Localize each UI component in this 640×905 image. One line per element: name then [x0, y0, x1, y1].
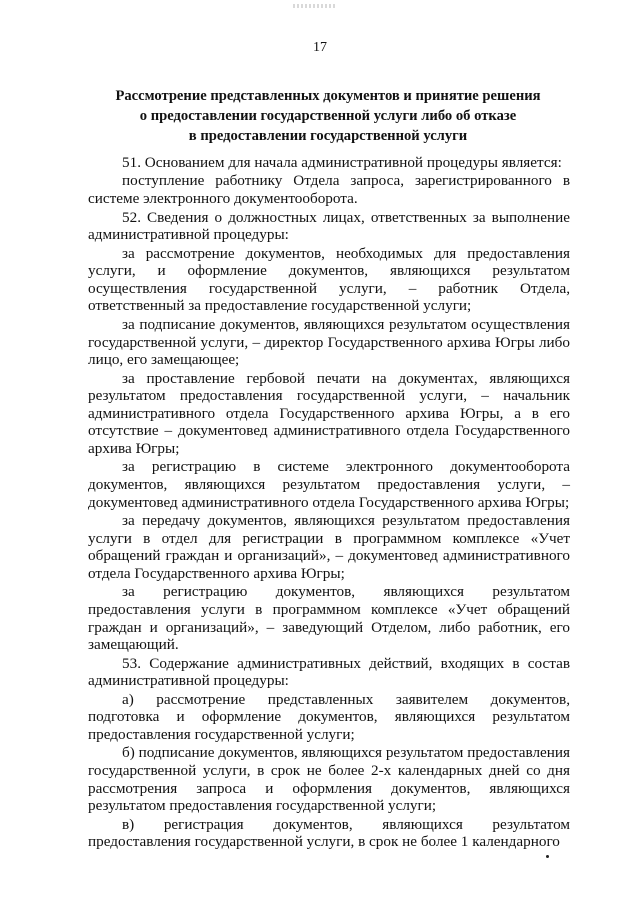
paragraph: 52. Сведения о должностных лицах, ответственных за выполнение административной процедуры:	[88, 208, 570, 244]
scan-dot	[546, 855, 549, 858]
paragraph: за проставление гербовой печати на документах, являющихся результатом предоставления государственной услуги, – начальник административного отдела Государственного архива Югры, а в его отсутствие – документовед административного отдела Государственного архива Югры;	[88, 369, 570, 457]
paragraph: в) регистрация документов, являющихся результатом предоставления государственной услуги, в срок не более 1 календарного	[88, 815, 570, 851]
document-body	[88, 154, 570, 851]
paragraph: а) рассмотрение представленных заявителем документов, подготовка и оформление документов, являющихся результатом предоставления государственной услуги;	[88, 690, 570, 743]
paragraph: б) подписание документов, являющихся результатом предоставления государственной услуги, в срок не более 2-х календарных дней со дня рассмотрения запроса и оформления документов, являющихся результатом предоставления государственной услуги;	[88, 744, 570, 815]
paragraph: 51. Основанием для начала административной процедуры является:	[122, 154, 562, 171]
paragraph: за регистрацию документов, являющихся результатом предоставления услуги в программном комплексе «Учет обращений граждан и организаций», – заведующий Отделом, либо работник, его замещающий.	[88, 583, 570, 654]
title-line: Рассмотрение представленных документов и принятие решения	[115, 88, 541, 104]
paragraph: за передачу документов, являющихся результатом предоставления услуги в отдел для регистрации в программном комплексе «Учет обращений граждан и организаций», – документовед административного отдела Государственного архива Югры;	[88, 512, 570, 582]
paragraph: поступление работнику Отдела запроса, зарегистрированного в системе электронного документооборота.	[88, 172, 570, 208]
title-line: о предоставлении государственной услуги либо об отказе	[139, 108, 517, 124]
paragraph: за регистрацию в системе электронного документооборота документов, являющихся результатом предоставления услуги, – документовед административного отдела Государственного архива Югры;	[88, 458, 570, 511]
scan-artifact	[293, 4, 335, 8]
page-number: 17	[313, 40, 327, 55]
section-title	[88, 86, 568, 146]
paragraph: 53. Содержание административных действий, входящих в состав административной процедуры:	[88, 654, 570, 690]
title-line: в предоставлении государственной услуги	[188, 128, 468, 144]
paragraph: за рассмотрение документов, необходимых для предоставления услуги, и оформление документов, являющихся результатом осуществления государственной услуги, – работник Отдела, ответственный за предоставление государственной услуги;	[88, 244, 570, 315]
paragraph: за подписание документов, являющихся результатом осуществления государственной услуги, – директор Государственного архива Югры либо лицо, его замещающее;	[88, 315, 570, 369]
